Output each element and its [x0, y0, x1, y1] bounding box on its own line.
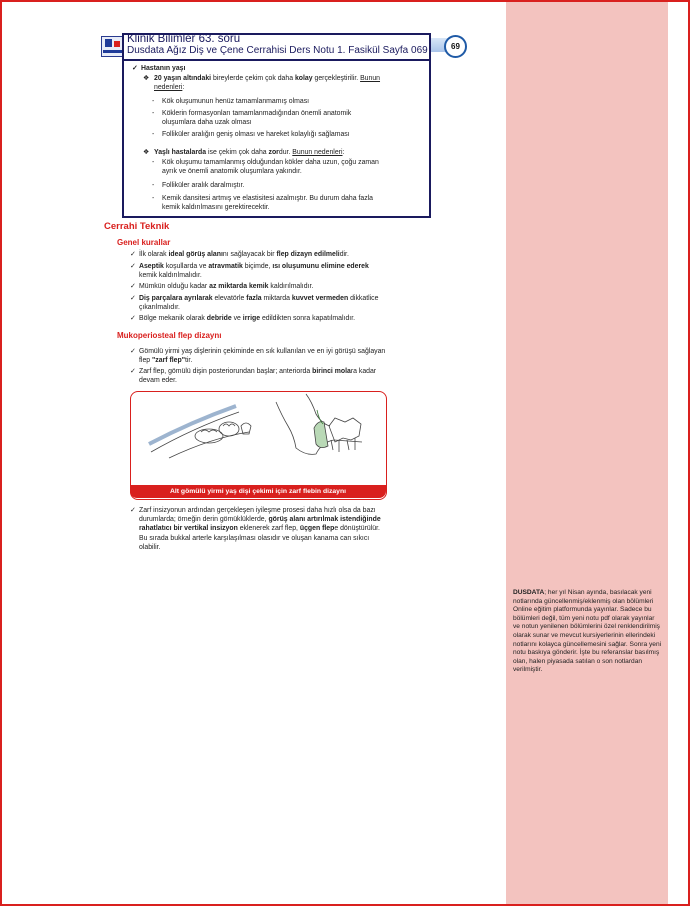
title-divider	[122, 59, 429, 61]
list-item: ✓ Aseptik koşullarda ve atravmatik biçimde, ısı oluşumunu elimine ederek kemik kaldırılmalıdır.	[139, 262, 387, 280]
flap-illustration	[131, 392, 386, 484]
list-item: - Kemik dansitesi artmış ve elastisitesi azalmıştır. Bu durum daha fazla kemik kaldırılmasını gerektirecektir.	[152, 195, 374, 212]
source-subtitle: Dusdata Ağız Diş ve Çene Cerrahisi Ders Notu 1. Fasikül Sayfa 069	[127, 45, 428, 56]
list-item: - Folliküler aralık daralmıştır.	[152, 182, 245, 189]
diamond-bullet-icon: ❖	[143, 149, 150, 156]
section-heading: Cerrahi Teknik	[104, 221, 170, 232]
list-item: ✓ Gömülü yirmi yaş dişlerinin çekiminde en sık kullanılan ve en iyi görüşü sağlayan flep "zarf flep"tir.	[139, 347, 387, 365]
list-item: ✓ Mümkün olduğu kadar az miktarda kemik kaldırılmalıdır.	[139, 282, 387, 291]
question-title: Klinik Bilimler 63. soru	[127, 33, 241, 45]
sidebar-panel	[506, 2, 668, 904]
old-paragraph: ❖ Yaşlı hastalarda ise çekim çok daha zordur. Bunun nedenleri:	[143, 149, 345, 156]
last-paragraph: ✓ Zarf insizyonun ardından gerçekleşen iyileşme prosesi daha hızlı olsa da bazı durumlarda; örneğin derin gömüklüklerde, görüş alanı artırılmak istendiğinde rahatlatıcı bir vertikal insizyon eklenerek zarf flep, üçgen flepe dönüştürülür. Bu sırada bukkal arterle karşılaşılması olasıdır ve oluşan kanama can sıkıcı olabilir.	[139, 506, 387, 552]
figure-caption: Alt gömülü yirmi yaş dişi çekimi için zarf flebin dizaynı	[130, 485, 386, 498]
list-item: - Köklerin formasyonları tamamlanmadığından önemli anatomik oluşumlara daha uzak olması	[152, 110, 352, 127]
young-paragraph: ❖ 20 yaşın altındaki bireylerde çekim çok daha kolay gerçekleştirilir. Bunun nedenleri:	[143, 75, 381, 92]
list-item: ✓ Zarf flep, gömülü dişin posteriorundan başlar; anteriorda birinci molara kadar devam eder.	[139, 367, 387, 385]
subsection-heading-flap: Mukoperiosteal flep dizaynı	[117, 331, 222, 340]
list-item: - Kök oluşumunun henüz tamamlanmamış olması	[152, 98, 310, 105]
diamond-bullet-icon: ❖	[143, 75, 150, 82]
subsection-heading-general: Genel kurallar	[117, 238, 171, 247]
list-item: ✓ Diş parçalara ayrılarak elevatörle fazla miktarda kuvvet vermeden dikkatlice çıkarılmalıdır.	[139, 294, 387, 312]
sidebar-note: DUSDATA; her yıl Nisan ayında, basılacak yeni notlarında güncellenmiş/eklenmiş olan bölümleri Online eğitim platformunda yayınlar. Sadece bu bölümleri değil, tüm yeni notu pdf olarak yayınlar ve notun yenilenen bölümlerini özel renklendirilmiş olarak sunar ve mevcut kursiyerlerinin ellerindeki notlarını kolayca güncellemesini sağlar. Sonra yeni notu baskıya gönderir. İşte bu referanslar basılmış olan, halen piyasada satılan o son notlardan verilmiştir.	[513, 589, 662, 674]
list-item: - Folliküler aralığın geniş olması ve hareket kolaylığı sağlaması	[152, 131, 350, 138]
list-item: - Kök oluşumu tamamlanmış olduğundan kökler daha uzun, çoğu zaman ayrık ve önemli anatomik oluşumlara yakındır.	[152, 159, 379, 176]
figure-box	[130, 391, 387, 500]
age-heading: ✓ Hastanın yaşı	[141, 64, 185, 73]
list-item: ✓ İlk olarak ideal görüş alanını sağlayacak bir flep dizayn edilmelidir.	[139, 250, 387, 259]
page-number: 69	[444, 35, 467, 58]
list-item: ✓ Bölge mekanik olarak debride ve irrige edildikten sonra kapatılmalıdır.	[139, 314, 387, 323]
